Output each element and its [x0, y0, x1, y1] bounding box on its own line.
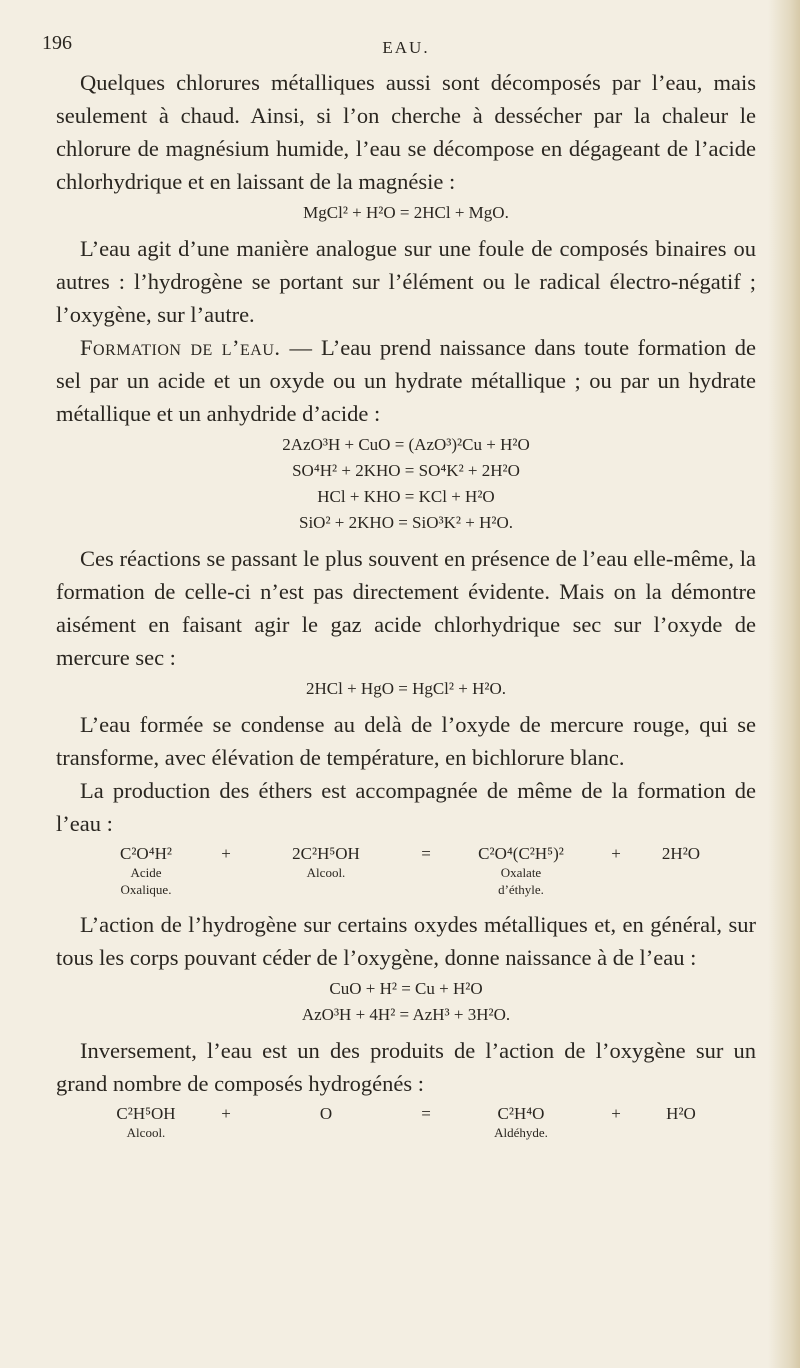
caption-alcool: Alcool.: [306, 865, 346, 880]
equation-sulfate: SO⁴H² + 2KHO = SO⁴K² + 2H²O: [292, 461, 520, 480]
ether-term-acid: C²O⁴H²: [119, 844, 172, 863]
ether-term-water: 2H²O: [661, 844, 701, 863]
ether-op-equals: =: [421, 844, 431, 863]
paragraph-chlorures: Quelques chlorures métalliques aussi sont décomposés par l’eau, mais seulement à chaud. Ainsi, si l’on cherche à dessécher par la chaleur le chlorure de magnésium humide, l’eau se décompose en dégageant de l’acide chlorhydrique et en laissant de la magnésie :: [56, 70, 756, 194]
equation-ether: [56, 844, 756, 898]
alcohol-term-water: H²O: [666, 1104, 696, 1123]
equation-alcohol: [56, 1104, 756, 1141]
section-heading-formation: Formation de l’eau. —: [80, 335, 313, 360]
paragraph-inversement: Inversement, l’eau est un des produits de l’action de l’oxygène sur un grand nombre de composés hydrogénés :: [56, 1038, 756, 1096]
caption-aldehyde: Aldéhyde.: [494, 1125, 548, 1140]
paragraph-reactions: Ces réactions se passant le plus souvent en présence de l’eau elle-même, la formation de celle-ci n’est pas directement évidente. Mais on la démontre aisément en faisant agir le gaz acide chlorhydrique sec sur l’oxyde de mercure sec :: [56, 546, 756, 670]
equation-cuo: CuO + H² = Cu + H²O: [329, 979, 483, 998]
caption-alcool-2: Alcool.: [126, 1125, 166, 1140]
page-edge-shadow: [768, 0, 800, 1368]
book-page: [42, 32, 757, 1151]
alcohol-term-aldehyde: C²H⁴O: [497, 1104, 545, 1123]
paragraph-hydrogene: L’action de l’hydrogène sur certains oxydes métalliques et, en général, sur tous les corps pouvant céder de l’oxygène, donne naissance à de l’eau :: [56, 912, 756, 970]
paragraph-ethers: La production des éthers est accompagnée de même de la formation de l’eau :: [56, 778, 756, 836]
equation-nitrate: 2AzO³H + CuO = (AzO³)²Cu + H²O: [282, 435, 530, 454]
alcohol-op-plus: +: [221, 1104, 231, 1123]
equation-kcl: HCl + KHO = KCl + H²O: [317, 487, 495, 506]
running-title: EAU.: [382, 38, 430, 57]
equation-azo3h: AzO³H + 4H² = AzH³ + 3H²O.: [301, 1005, 511, 1024]
ether-term-alcohol: 2C²H⁵OH: [292, 844, 360, 863]
caption-oxalate-ethyle: Oxalate d’éthyle.: [498, 865, 544, 897]
paragraph-formation: [56, 331, 756, 430]
equation-mgcl2: MgCl² + H²O = 2HCl + MgO.: [303, 203, 509, 222]
equation-group-reduction: [56, 976, 756, 1028]
caption-acide-oxalique: Acide Oxalique.: [120, 865, 172, 897]
paragraph-mercure: L’eau formée se condense au delà de l’oxyde de mercure rouge, qui se transforme, avec élévation de température, en bichlorure blanc.: [56, 712, 756, 770]
alcohol-term-ethanol: C²H⁵OH: [116, 1104, 176, 1123]
ether-op-plus: +: [221, 844, 231, 863]
equation-hgo: 2HCl + HgO = HgCl² + H²O.: [306, 679, 506, 698]
alcohol-op-plus-2: +: [611, 1104, 621, 1123]
equation-group-salts: [56, 432, 756, 536]
ether-term-oxalate: C²O⁴(C²H⁵)²: [478, 844, 564, 863]
page-number: 196: [42, 32, 72, 54]
ether-op-plus-2: +: [611, 844, 621, 863]
equation-silicate: SiO² + 2KHO = SiO³K² + H²O.: [299, 513, 513, 532]
paragraph-analogue: L’eau agit d’une manière analogue sur une foule de composés binaires ou autres : l’hydrogène se portant sur l’élément ou le radical électro-négatif ; l’oxygène, sur l’autre.: [56, 236, 756, 327]
alcohol-term-oxygen: O: [319, 1104, 333, 1123]
alcohol-op-equals: =: [421, 1104, 431, 1123]
paragraph-formation-text: L’eau prend naissance dans toute formation de sel par un acide et un oxyde ou un hydrate métallique ; ou par un hydrate métallique et un anhydride d’acide :: [56, 335, 757, 426]
page-header: [42, 32, 756, 66]
